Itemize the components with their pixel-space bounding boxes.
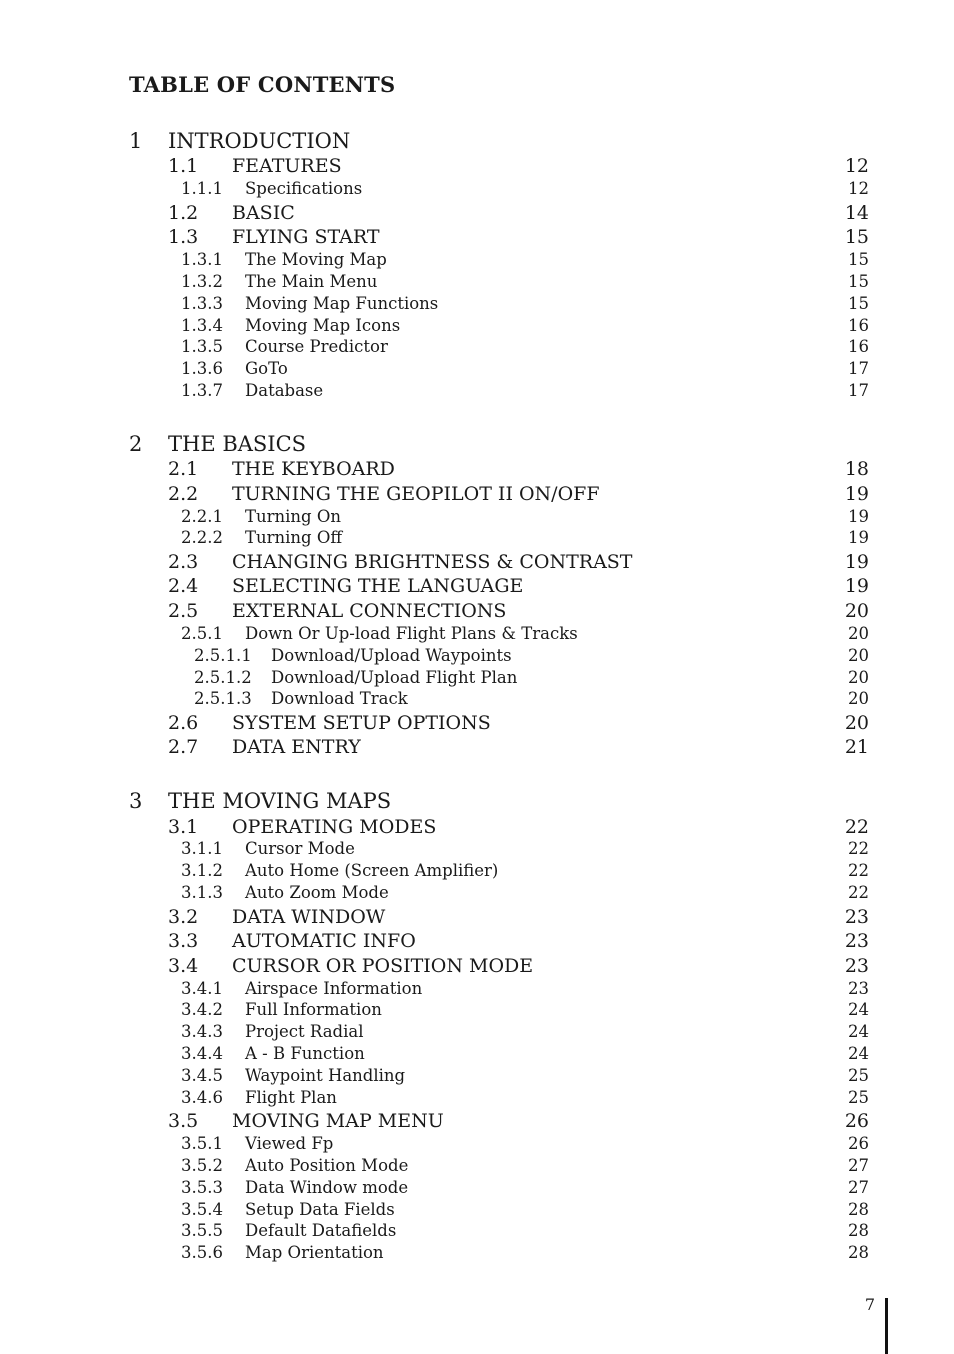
toc-entry-page: 19 — [848, 528, 869, 547]
toc-entry-label: THE BASICS — [168, 432, 307, 456]
toc-entry-label: Project Radial — [245, 1022, 364, 1041]
toc-entry[interactable] — [0, 378, 954, 404]
toc-entry-label: Course Predictor — [245, 337, 388, 356]
toc-entry-page: 16 — [848, 337, 869, 356]
page-number: 7 — [864, 1295, 875, 1314]
toc-entry-page: 27 — [848, 1156, 869, 1175]
toc-entry-number: 2.5.1.1 — [194, 646, 252, 665]
toc-entry-label: OPERATING MODES — [232, 816, 437, 838]
toc-entry-label: BASIC — [232, 202, 295, 224]
toc-entry-number: 3.5.1 — [181, 1134, 223, 1153]
toc-entry-label: Data Window mode — [245, 1178, 409, 1197]
toc-entry-number: 3.4.2 — [181, 1000, 223, 1019]
toc-entry-label: Map Orientation — [245, 1243, 384, 1262]
toc-entry-number: 3.4.4 — [181, 1044, 223, 1063]
toc-entry-label: EXTERNAL CONNECTIONS — [232, 600, 507, 622]
toc-entry-label: Turning Off — [245, 528, 343, 547]
toc-entry-page: 15 — [848, 272, 869, 291]
toc-entry-number: 2.3 — [168, 551, 199, 573]
toc-entry-page: 15 — [844, 226, 869, 248]
toc-entry-number: 3.2 — [168, 906, 199, 928]
toc-entry-page: 26 — [848, 1134, 869, 1153]
toc-entry[interactable] — [0, 734, 954, 760]
toc-entry-label: Cursor Mode — [245, 839, 355, 858]
toc-entry-number: 2.4 — [168, 575, 199, 597]
toc-entry-number: 3.5 — [168, 1110, 199, 1132]
toc-entry-number: 3.5.2 — [181, 1156, 223, 1175]
toc-entry-page: 26 — [844, 1110, 869, 1132]
toc-entry-page: 25 — [848, 1088, 869, 1107]
toc-entry-label: DATA WINDOW — [232, 906, 386, 928]
toc-entry-label: Moving Map Icons — [245, 316, 401, 335]
toc-entry[interactable] — [0, 456, 954, 482]
toc-entry-number: 3.5.4 — [181, 1200, 223, 1219]
toc-entry-label: THE MOVING MAPS — [168, 789, 392, 813]
toc-entry[interactable] — [0, 710, 954, 736]
toc-entry-page: 25 — [848, 1066, 869, 1085]
toc-entry-number: 2.7 — [168, 736, 199, 758]
toc-entry-number: 2.2.1 — [181, 507, 223, 526]
toc-entry[interactable] — [0, 686, 954, 712]
toc-entry-number: 1.3.5 — [181, 337, 223, 356]
toc-entry-page: 15 — [848, 250, 869, 269]
toc-entry-page: 24 — [848, 1044, 869, 1063]
toc-entry-page: 28 — [848, 1200, 869, 1219]
toc-entry-number: 1 — [129, 129, 143, 153]
toc-entry[interactable] — [0, 525, 954, 551]
toc-entry-page: 23 — [844, 930, 869, 952]
toc-entry-label: INTRODUCTION — [168, 129, 351, 153]
toc-entry-page: 22 — [848, 839, 869, 858]
toc-entry-number: 3.5.5 — [181, 1221, 223, 1240]
toc-entry-label: SELECTING THE LANGUAGE — [232, 575, 524, 597]
toc-entry-page: 20 — [848, 646, 869, 665]
toc-entry-label: Flight Plan — [245, 1088, 337, 1107]
toc-entry-number: 2.6 — [168, 712, 199, 734]
toc-entry-label: Auto Home (Screen Amplifier) — [245, 861, 499, 880]
toc-entry-page: 21 — [844, 736, 869, 758]
toc-entry[interactable] — [0, 549, 954, 575]
toc-entry-number: 1.3 — [168, 226, 199, 248]
toc-entry[interactable] — [0, 573, 954, 599]
toc-entry-label: Waypoint Handling — [245, 1066, 406, 1085]
toc-entry-label: Down Or Up-load Flight Plans & Tracks — [245, 624, 578, 643]
toc-entry-number: 3.5.3 — [181, 1178, 223, 1197]
toc-entry-label: MOVING MAP MENU — [232, 1110, 444, 1132]
toc-entry-page: 18 — [844, 458, 869, 480]
toc-entry-label: DATA ENTRY — [232, 736, 361, 758]
toc-entry-number: 1.2 — [168, 202, 199, 224]
toc-entry-number: 3.4.1 — [181, 979, 223, 998]
toc-entry-page: 20 — [844, 600, 869, 622]
toc-entry-label: Download/Upload Waypoints — [271, 646, 512, 665]
toc-entry-label: Database — [245, 381, 324, 400]
toc-entry-number: 1.3.1 — [181, 250, 223, 269]
toc-entry[interactable] — [0, 904, 954, 930]
toc-entry-label: CHANGING BRIGHTNESS & CONTRAST — [232, 551, 633, 573]
toc-entry-number: 3.4 — [168, 955, 199, 977]
toc-entry-label: FEATURES — [232, 155, 342, 177]
toc-entry-page: 20 — [848, 624, 869, 643]
toc-entry-label: THE KEYBOARD — [232, 458, 395, 480]
toc-entry-page: 19 — [848, 507, 869, 526]
toc-entry-label: Setup Data Fields — [245, 1200, 395, 1219]
toc-entry-number: 3.4.6 — [181, 1088, 223, 1107]
toc-entry-label: FLYING START — [232, 226, 380, 248]
toc-entry-label: Full Information — [245, 1000, 382, 1019]
toc-entry-label: Download Track — [271, 689, 408, 708]
toc-entry-page: 19 — [844, 551, 869, 573]
toc-entry-number: 2.2 — [168, 483, 199, 505]
toc-entry-label: Auto Position Mode — [245, 1156, 409, 1175]
toc-entry-label: Specifications — [245, 179, 363, 198]
toc-entry-page: 24 — [848, 1000, 869, 1019]
page-title: TABLE OF CONTENTS — [129, 72, 396, 97]
toc-entry-label: Turning On — [245, 507, 342, 526]
toc-entry[interactable] — [0, 128, 954, 154]
toc-entry-page: 28 — [848, 1221, 869, 1240]
toc-entry-number: 3.1 — [168, 816, 199, 838]
toc-entry[interactable] — [0, 200, 954, 226]
toc-entry-number: 2.5.1.3 — [194, 689, 252, 708]
toc-entry-page: 12 — [848, 179, 869, 198]
toc-entry-page: 12 — [844, 155, 869, 177]
toc-entry-number: 1.3.3 — [181, 294, 223, 313]
toc-entry-label: Default Datafields — [245, 1221, 397, 1240]
toc-entry-number: 2.5.1 — [181, 624, 223, 643]
toc-entry-number: 1.3.4 — [181, 316, 223, 335]
toc-entry[interactable] — [0, 176, 954, 202]
toc-entry-page: 23 — [844, 955, 869, 977]
toc-entry-number: 3.1.3 — [181, 883, 223, 902]
toc-entry-page: 20 — [844, 712, 869, 734]
toc-entry-number: 2 — [129, 432, 143, 456]
toc-entry-page: 22 — [848, 861, 869, 880]
toc-entry-page: 22 — [844, 816, 869, 838]
toc-entry-label: Auto Zoom Mode — [245, 883, 389, 902]
toc-entry-page: 22 — [848, 883, 869, 902]
toc-entry-number: 3.4.3 — [181, 1022, 223, 1041]
toc-entry-page: 14 — [844, 202, 869, 224]
toc-entry-page: 27 — [848, 1178, 869, 1197]
toc-entry-number: 2.5.1.2 — [194, 668, 252, 687]
toc-entry[interactable] — [0, 880, 954, 906]
toc-entry-page: 15 — [848, 294, 869, 313]
toc-entry-label: TURNING THE GEOPILOT II ON/OFF — [232, 483, 600, 505]
toc-entry-number: 3.5.6 — [181, 1243, 223, 1262]
toc-entry-label: A - B Function — [245, 1044, 365, 1063]
toc-entry-number: 3 — [129, 789, 143, 813]
toc-entry-number: 2.1 — [168, 458, 199, 480]
toc-entry-page: 17 — [848, 381, 869, 400]
toc-entry-label: SYSTEM SETUP OPTIONS — [232, 712, 491, 734]
toc-entry-label: AUTOMATIC INFO — [232, 930, 416, 952]
toc-entry-number: 2.5 — [168, 600, 199, 622]
toc-entry-page: 28 — [848, 1243, 869, 1262]
toc-entry-page: 16 — [848, 316, 869, 335]
toc-entry-label: Viewed Fp — [245, 1134, 334, 1153]
toc-entry-number: 2.2.2 — [181, 528, 223, 547]
toc-entry-number: 1.3.7 — [181, 381, 223, 400]
toc-entry-page: 20 — [848, 668, 869, 687]
toc-entry[interactable] — [0, 431, 954, 457]
toc-entry-page: 20 — [848, 689, 869, 708]
toc-entry[interactable] — [0, 928, 954, 954]
toc-entry-number: 3.1.1 — [181, 839, 223, 858]
toc-entry-label: Airspace Information — [245, 979, 423, 998]
toc-entry-number: 1.1 — [168, 155, 199, 177]
toc-entry[interactable] — [0, 788, 954, 814]
toc-entry-page: 19 — [844, 575, 869, 597]
toc-entry-label: The Main Menu — [245, 272, 378, 291]
toc-entry-number: 3.4.5 — [181, 1066, 223, 1085]
toc-entry-label: The Moving Map — [245, 250, 387, 269]
toc-entry-label: Moving Map Functions — [245, 294, 439, 313]
toc-entry-page: 24 — [848, 1022, 869, 1041]
toc-entry-number: 3.1.2 — [181, 861, 223, 880]
toc-entry-page: 23 — [848, 979, 869, 998]
toc-entry-page: 19 — [844, 483, 869, 505]
toc-entry-page: 23 — [844, 906, 869, 928]
toc-entry-number: 1.3.6 — [181, 359, 223, 378]
toc-entry-label: GoTo — [245, 359, 288, 378]
toc-entry-label: CURSOR OR POSITION MODE — [232, 955, 534, 977]
page-edge-rule — [885, 1298, 888, 1354]
toc-entry-page: 17 — [848, 359, 869, 378]
toc-entry-number: 1.1.1 — [181, 179, 223, 198]
toc-entry-number: 1.3.2 — [181, 272, 223, 291]
toc-entry-number: 3.3 — [168, 930, 199, 952]
toc-entry-label: Download/Upload Flight Plan — [271, 668, 518, 687]
toc-entry[interactable] — [0, 1240, 954, 1266]
